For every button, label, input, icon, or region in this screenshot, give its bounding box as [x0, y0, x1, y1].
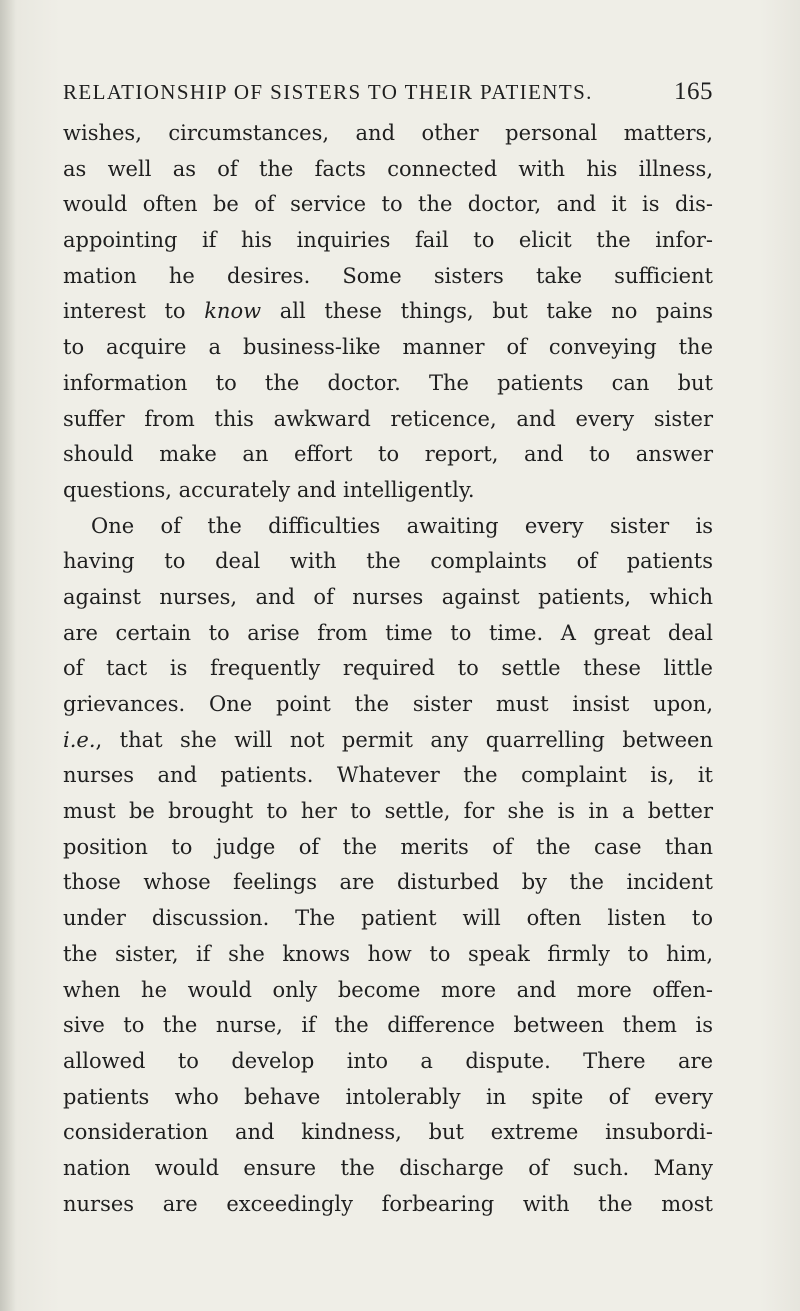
text-line: when he would only become more and more offen-: [63, 977, 713, 1002]
text-line: mation he desires. Some sisters take sufficient: [63, 263, 713, 288]
text-line: allowed to develop into a dispute. There are: [63, 1048, 713, 1073]
italic-emphasis: i.e.: [63, 727, 96, 752]
text-line: i.e., that she will not permit any quarrelling between: [63, 727, 713, 752]
text-line: One of the difficulties awaiting every sister is: [91, 513, 713, 538]
text-line: nation would ensure the discharge of such. Many: [63, 1155, 713, 1180]
text-line: to acquire a business-like manner of conveying the: [63, 335, 713, 360]
text-line: having to deal with the complaints of patients: [63, 549, 713, 574]
text-line: as well as of the facts connected with his illness,: [63, 156, 713, 181]
text-line: interest to know all these things, but take no pains: [63, 299, 714, 324]
page-number: 165: [674, 78, 713, 105]
text-line: suffer from this awkward reticence, and every sister: [63, 406, 713, 431]
text-line: are certain to arise from time to time. A great deal: [63, 620, 713, 645]
text-line: nurses are exceedingly forbearing with the most: [63, 1191, 713, 1216]
running-head: [63, 78, 713, 112]
text-line: position to judge of the merits of the case than: [63, 834, 713, 859]
text-line: of tact is frequently required to settle these little: [63, 656, 713, 681]
text-line: nurses and patients. Whatever the complaint is, it: [63, 763, 713, 788]
text-line: would often be of service to the doctor, and it is dis-: [63, 192, 713, 217]
text-line: those whose feelings are disturbed by the incident: [63, 870, 713, 895]
italic-emphasis: know: [204, 299, 262, 324]
text-line: questions, accurately and intelligently.: [63, 477, 475, 502]
text-line: must be brought to her to settle, for she is in a better: [63, 799, 713, 824]
text-line: information to the doctor. The patients can but: [63, 370, 713, 395]
text-line: appointing if his inquiries fail to elicit the infor-: [63, 228, 713, 253]
text-line: against nurses, and of nurses against patients, which: [63, 584, 713, 609]
text-line: should make an effort to report, and to answer: [63, 442, 713, 467]
body-text: [63, 116, 713, 1222]
text-line: wishes, circumstances, and other personal matters,: [63, 121, 713, 145]
text-line: under discussion. The patient will often listen to: [63, 906, 713, 931]
text-line: grievances. One point the sister must insist upon,: [63, 692, 713, 716]
text-line: the sister, if she knows how to speak firmly to him,: [63, 941, 713, 966]
gutter-shadow: [0, 0, 16, 1311]
text-line: consideration and kindness, but extreme insubordi-: [63, 1120, 713, 1145]
text-line: patients who behave intolerably in spite of every: [63, 1084, 713, 1109]
text-line: sive to the nurse, if the difference between them is: [63, 1013, 713, 1038]
running-head-title: RELATIONSHIP OF SISTERS TO THEIR PATIENTS.: [63, 80, 593, 104]
